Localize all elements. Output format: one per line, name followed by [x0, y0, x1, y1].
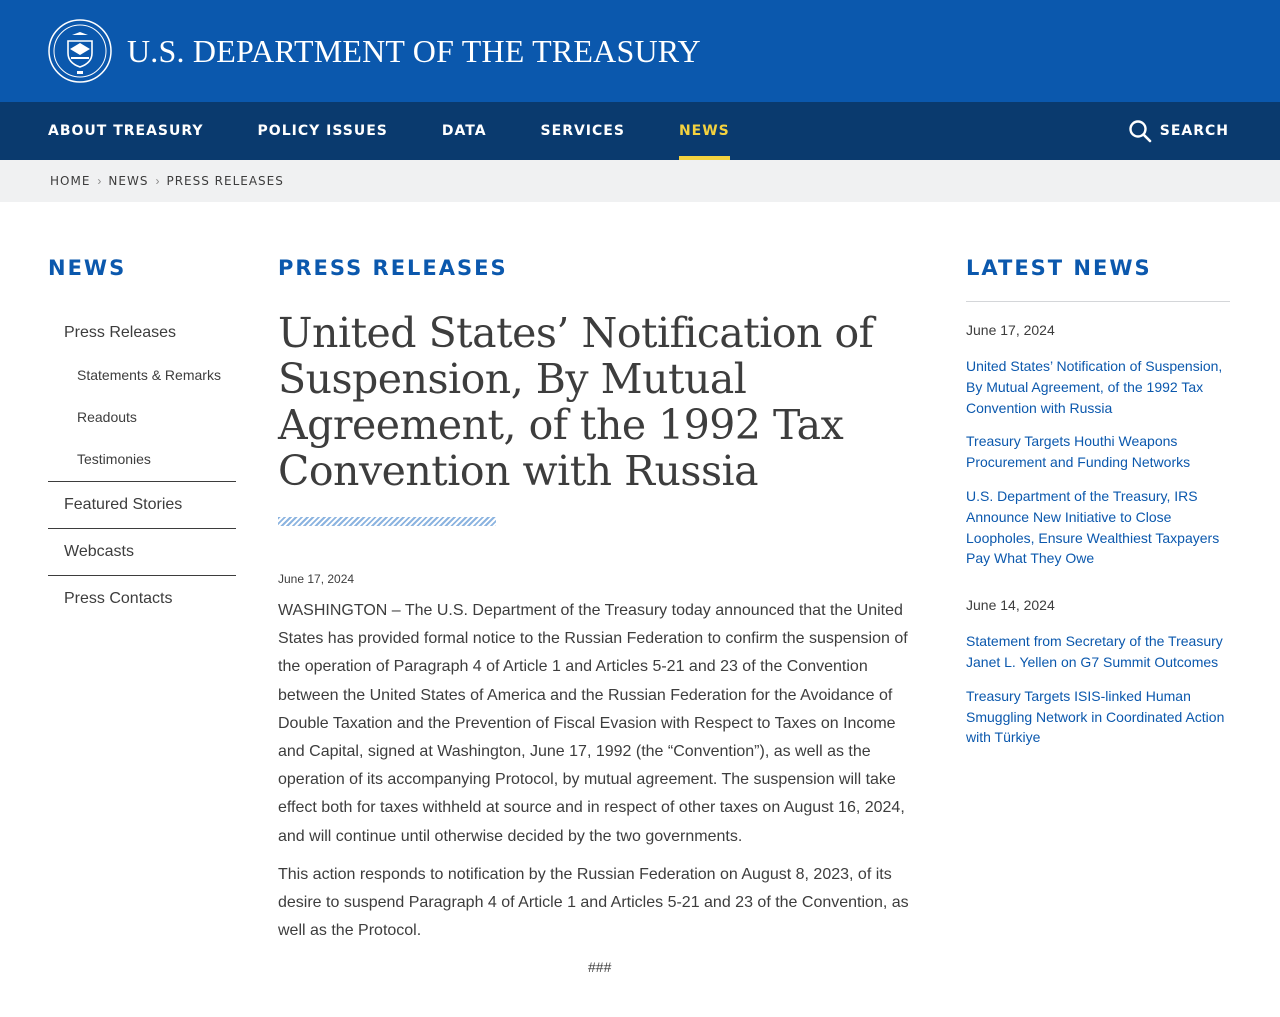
article-date: June 17, 2024 — [278, 572, 355, 586]
divider — [966, 301, 1230, 302]
news-group — [966, 322, 1230, 569]
latest-news-list — [966, 322, 1230, 761]
news-link[interactable]: Statement from Secretary of the Treasury Janet L. Yellen on G7 Summit Outcomes — [966, 633, 1223, 670]
search-icon — [1128, 119, 1152, 143]
treasury-seal-logo[interactable] — [48, 19, 112, 83]
breadcrumb-press-releases: PRESS RELEASES — [166, 174, 284, 188]
nav-item-data[interactable]: DATA — [441, 123, 487, 139]
news-link[interactable]: U.S. Department of the Treasury, IRS Announce New Initiative to Close Loopholes, Ensure Wealthiest Taxpayers Pay What They Owe — [966, 487, 1220, 567]
news-date: June 14, 2024 — [966, 597, 1055, 614]
breadcrumb-home[interactable]: HOME — [50, 174, 91, 188]
breadcrumb-news[interactable]: NEWS — [108, 174, 149, 188]
sidebar-item-press-contacts[interactable]: Press Contacts — [64, 590, 173, 607]
latest-news-heading: LATEST NEWS — [966, 256, 1152, 280]
sidebar-item-featured-stories[interactable]: Featured Stories — [64, 496, 183, 513]
title-decorative-rule — [278, 517, 496, 526]
search-label: SEARCH — [1159, 123, 1229, 139]
news-date: June 17, 2024 — [966, 322, 1055, 338]
main-nav — [0, 102, 1280, 160]
chevron-right-icon: › — [155, 174, 160, 188]
sidebar-list — [48, 324, 236, 608]
sidebar-item-press-releases[interactable]: Press Releases — [64, 324, 177, 341]
news-link[interactable]: United States’ Notification of Suspension, By Mutual Agreement, of the 1992 Tax Convention with Russia — [966, 358, 1223, 416]
article-body — [278, 597, 926, 955]
nav-item-about-treasury[interactable]: ABOUT TREASURY — [48, 123, 204, 139]
page-content — [0, 202, 1280, 1017]
news-link[interactable]: Treasury Targets ISIS-linked Human Smuggling Network in Coordinated Action with Türkiye — [966, 687, 1225, 746]
article-paragraph: WASHINGTON – The U.S. Department of the Treasury today announced that the United States has provided formal notice to the Russian Federation to confirm the suspension of the operation of Paragraph 4 of Article 1 and Articles 5-21 and 23 of the Convention between the United States of America and the Russian Federation for the Avoidance of Double Taxation and the Prevention of Fiscal Evasion with Respect to Taxes on Income and Capital, signed at Washington, June 17, 1992 (the “Convention”), as well as the operation of its accompanying Protocol, by mutual agreement. The suspension will take effect both for taxes withheld at source and in respect of other taxes on August 16, 2024, and will continue until otherwise decided by the two governments. — [278, 602, 908, 845]
nav-item-services[interactable]: SERVICES — [540, 123, 625, 139]
nav-item-news[interactable]: NEWS — [679, 102, 730, 160]
search-button[interactable] — [1128, 102, 1229, 160]
site-header — [0, 0, 1280, 102]
sidebar-subitem-statements-remarks[interactable]: Statements & Remarks — [77, 367, 221, 383]
breadcrumb — [0, 160, 1280, 202]
news-link[interactable]: Treasury Targets Houthi Weapons Procurement and Funding Networks — [966, 433, 1191, 471]
site-title[interactable]: U.S. DEPARTMENT OF THE TREASURY — [127, 32, 701, 69]
sidebar-heading: NEWS — [48, 256, 127, 280]
page-title: United States’ Notification of Suspension, By Mutual Agreement, of the 1992 Tax Convention with Russia — [278, 309, 874, 495]
nav-item-policy-issues[interactable]: POLICY ISSUES — [257, 123, 388, 139]
sidebar-subitem-testimonies[interactable]: Testimonies — [77, 451, 151, 467]
sidebar-item-webcasts[interactable]: Webcasts — [64, 543, 134, 560]
article-section-heading: PRESS RELEASES — [278, 256, 508, 280]
article-end-mark: ### — [588, 959, 612, 975]
sidebar-subitem-readouts[interactable]: Readouts — [77, 409, 137, 425]
article-paragraph: This action responds to notification by the Russian Federation on August 8, 2023, of its desire to suspend Paragraph 4 of Article 1 and Articles 5-21 and 23 of the Convention, as well as the Protocol. — [278, 865, 909, 940]
news-group — [966, 597, 1230, 748]
chevron-right-icon: › — [97, 174, 102, 188]
